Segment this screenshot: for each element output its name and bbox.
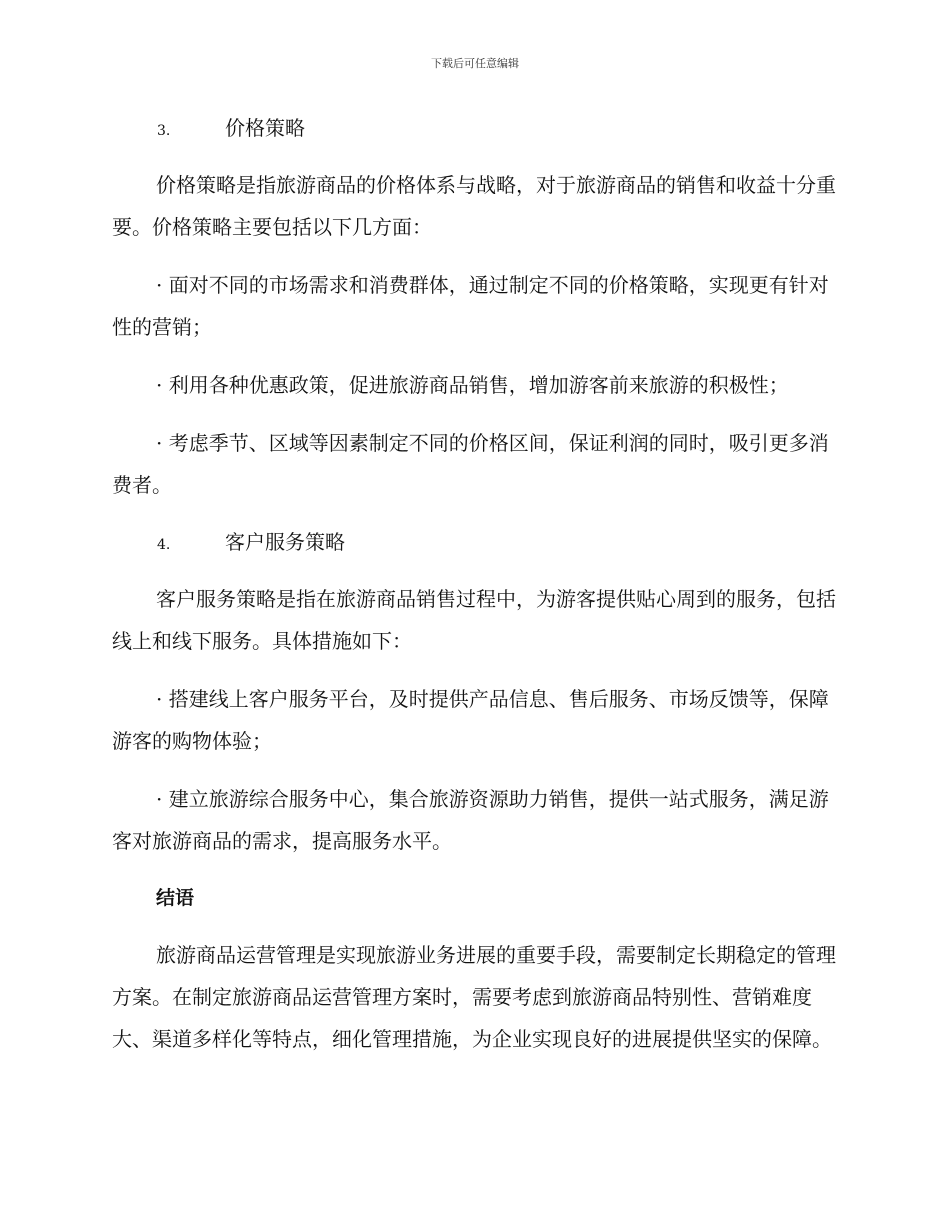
section-title: 价格策略 [225, 116, 305, 140]
section-number: 4. [157, 537, 171, 553]
document-body [112, 108, 836, 1076]
bullet-item: · 利用各种优惠政策，促进旅游商品销售，增加游客前来旅游的积极性； [156, 373, 789, 397]
bullet-item: · 考虑季节、区域等因素制定不同的价格区间，保证利润的同时，吸引更多消费者。 [112, 431, 829, 497]
section-heading-price [112, 108, 836, 148]
bullet-item: · 面对不同的市场需求和消费群体，通过制定不同的价格策略，实现更有针对性的营销； [112, 273, 829, 339]
paragraph-conclusion: 旅游商品运营管理是实现旅游业务进展的重要手段，需要制定长期稳定的管理方案。在制定旅游商品运营管理方案时，需要考虑到旅游商品特别性、营销难度大、渠道多样化等特点，细化管理措施，为企业实现良好的进展提供坚实的保障。 [112, 943, 836, 1051]
bullet-item: · 建立旅游综合服务中心，集合旅游资源助力销售，提供一站式服务，满足游客对旅游商品的需求，提高服务水平。 [112, 787, 829, 853]
paragraph-service-intro: 客户服务策略是指在旅游商品销售过程中，为游客提供贴心周到的服务，包括线上和线下服务。具体措施如下： [112, 587, 836, 653]
bullet-item: · 搭建线上客户服务平台，及时提供产品信息、售后服务、市场反馈等，保障游客的购物体验； [112, 687, 829, 753]
paragraph-price-intro: 价格策略是指旅游商品的价格体系与战略，对于旅游商品的销售和收益十分重要。价格策略主要包括以下几方面： [112, 173, 836, 239]
header-note: 下载后可任意编辑 [431, 57, 519, 70]
section-heading-service [112, 522, 836, 562]
section-number: 3. [157, 123, 171, 139]
section-title: 客户服务策略 [225, 530, 345, 554]
conclusion-heading: 结语 [156, 887, 195, 909]
